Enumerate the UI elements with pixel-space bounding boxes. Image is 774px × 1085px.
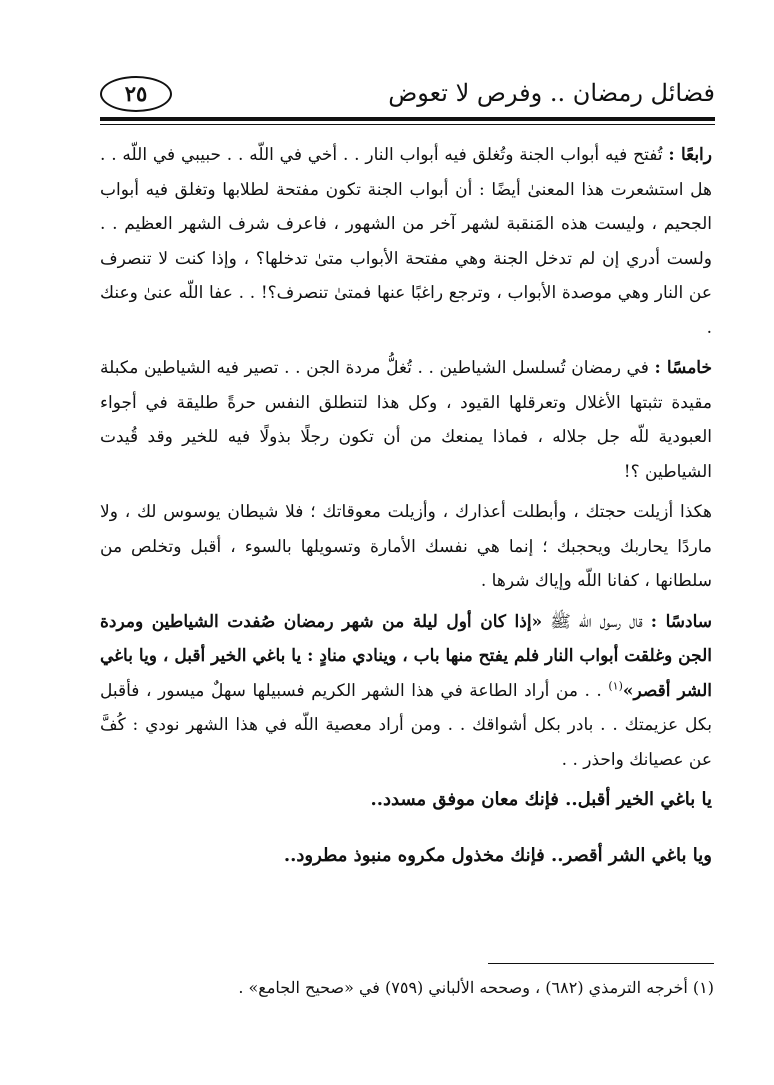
footnote: (١) أخرجه الترمذي (٦٨٢) ، وصححه الألباني (٧٥٩) في «صحيح الجامع» .: [238, 978, 714, 997]
verse-line-1: يا باغي الخير أقبل.. فإنك معان موفق مسدد..: [370, 789, 712, 810]
paragraph-text: . . من أراد الطاعة في هذا الشهر الكريم فسبيلها سهلٌ ميسور ، فأقبل بكل عزيمتك . . بادر بكل أشواقك . . ومن أراد معصية اللّه في هذا الشهر نودي : كُفَّ عن عصيانك واحذر . .: [100, 680, 712, 770]
verse-line-2: ويا باغي الشر أقصر.. فإنك مخذول مكروه منبوذ مطرود..: [283, 845, 712, 866]
paragraph-lead: رابعًا :: [668, 145, 712, 165]
paragraph-sixth: [100, 605, 712, 778]
footnote-rule: [488, 963, 714, 964]
header-rule-thin: [100, 124, 715, 125]
paragraph-lead: سادسًا :: [650, 611, 712, 632]
paragraph-fifth: [100, 351, 712, 489]
paragraph-fourth: [100, 138, 712, 345]
header-rule-thick: [100, 117, 715, 121]
paragraph-text: تُفتح فيه أبواب الجنة وتُغلق فيه أبواب النار . . أخي في اللّه . . حبيبي في اللّه . . هل استشعرت هذا المعنىٰ أيضًا : أن أبواب الجنة تكون مفتحة لطلابها وتغلق فيه أبواب الجحيم ، وليست هذه المَنقبة لشهر آخر من الشهور ، فاعرف شرف الشهر العظيم . . ولست أدري إن لم تدخل الجنة وهي مفتحة الأبواب متىٰ تدخلها؟ ، وإذا كنت لا تنصرف عن النار وهي موصدة الأبواب ، وترجع راغبًا عنها فمتىٰ تنصرف؟! . . عفا اللّه عنىٰ وعنك .: [100, 145, 712, 338]
page-number: ٢٥: [100, 76, 172, 112]
running-title: فضائل رمضان .. وفرص لا تعوض: [388, 79, 715, 107]
paragraph-lead: خامسًا :: [654, 358, 712, 378]
page-header: [100, 74, 715, 116]
main-text: [100, 138, 712, 873]
footnote-marker: (١): [608, 678, 623, 692]
hadith-intro: قال رسول اللّه ﷺ: [542, 611, 651, 632]
hadith-text: «إذا كان أول ليلة من شهر رمضان صُفدت الشياطين ومردة الجن وغلقت أبواب النار فلم يفتح منها باب ، وينادي منادٍ : يا باغي الخير أقبل ، ويا باغي الشر أقصر»: [100, 611, 712, 701]
paragraph-text: هكذا أزيلت حجتك ، وأبطلت أعذارك ، وأزيلت معوقاتك ؛ فلا شيطان يوسوس لك ، ولا ماردًا يحاربك ويحجبك ؛ إنما هي نفسك الأمارة وتسويلها بالسوء ، أقبل وتخلص من سلطانها ، كفانا اللّه وإياك شرها .: [100, 502, 712, 591]
paragraph-excuses: [100, 495, 712, 599]
paragraph-text: في رمضان تُسلسل الشياطين . . تُغلُّ مردة الجن . . تصير فيه الشياطين مكبلة مقيدة تثبتها الأغلال وتعرقلها القيود ، وكل هذا لتنطلق النفس حرةً طليقة في أجواء العبودية للّه جل جلاله ، فماذا يمنعك من أن تكون رجلًا بذولًا فيه للخير وقد قُيدت الشياطين ؟!: [100, 358, 712, 482]
